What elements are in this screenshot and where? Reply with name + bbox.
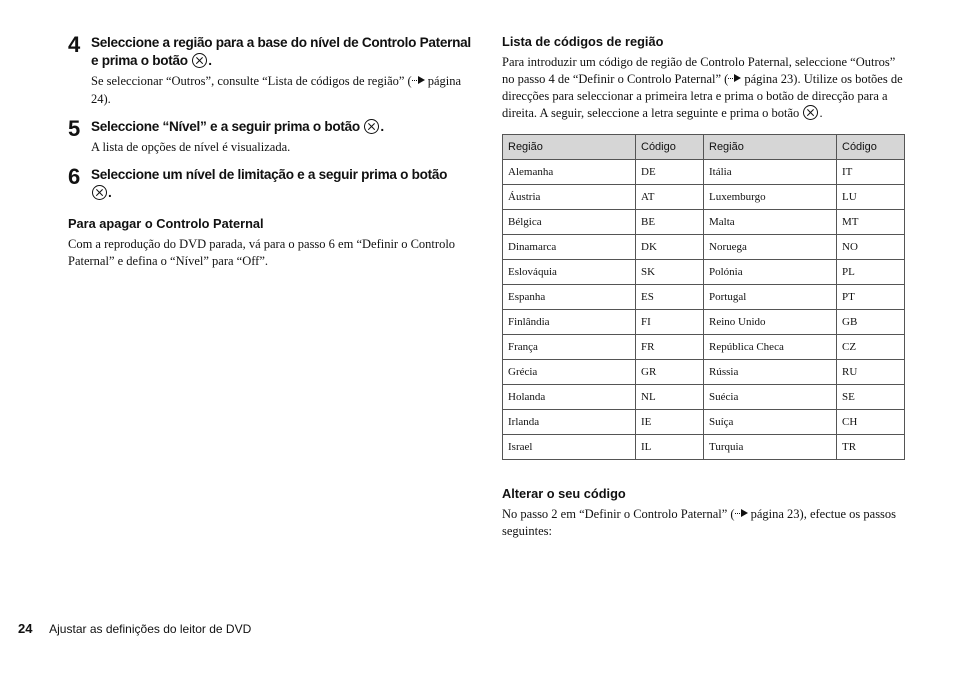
footer-section-title: Ajustar as definições do leitor de DVD <box>49 622 252 636</box>
table-row <box>503 185 905 210</box>
table-row <box>503 435 905 460</box>
table-cell: AT <box>636 185 704 210</box>
table-header-row <box>503 135 905 160</box>
region-code-table <box>502 134 905 460</box>
page-reference-arrow-icon <box>728 74 742 83</box>
column-header: Região <box>503 135 636 160</box>
step-title: Seleccione “Nível” e a seguir prima o botão . <box>91 119 384 134</box>
table-cell: RU <box>837 360 905 385</box>
step-title: Seleccione um nível de limitação e a seguir prima o botão . <box>91 167 448 200</box>
step-6 <box>68 166 473 202</box>
table-cell: Noruega <box>704 235 837 260</box>
section-text: Para introduzir um código de região de Controlo Paternal, seleccione “Outros” no passo 4 de “Definir o Controlo Paternal” ( página 23). Utilize os botões de direcções para seleccionar a primeira letra e prima o botão de direcção para a direita. A seguir, seleccione a letra seguinte e prima o botão . <box>502 55 903 120</box>
table-row <box>503 410 905 435</box>
table-cell: CZ <box>837 335 905 360</box>
table-cell: ES <box>636 285 704 310</box>
step-number: 5 <box>68 116 81 141</box>
table-cell: NO <box>837 235 905 260</box>
section-heading: Alterar o seu código <box>502 486 626 501</box>
table-cell: Áustria <box>503 185 636 210</box>
section-heading: Lista de códigos de região <box>502 34 664 49</box>
table-cell: Grécia <box>503 360 636 385</box>
table-cell: FR <box>636 335 704 360</box>
section-heading: Para apagar o Controlo Paternal <box>68 216 264 231</box>
table-cell: NL <box>636 385 704 410</box>
cross-button-icon <box>803 105 818 120</box>
table-cell: Dinamarca <box>503 235 636 260</box>
table-cell: Eslováquia <box>503 260 636 285</box>
table-cell: DK <box>636 235 704 260</box>
change-code-section <box>502 486 905 540</box>
table-cell: BE <box>636 210 704 235</box>
table-cell: PT <box>837 285 905 310</box>
table-cell: Reino Unido <box>704 310 837 335</box>
step-body: A lista de opções de nível é visualizada. <box>91 140 291 154</box>
table-cell: CH <box>837 410 905 435</box>
region-list-section <box>502 34 905 122</box>
table-cell: Portugal <box>704 285 837 310</box>
table-cell: Bélgica <box>503 210 636 235</box>
table-cell: IE <box>636 410 704 435</box>
table-cell: Polónia <box>704 260 837 285</box>
table-cell: MT <box>837 210 905 235</box>
table-row <box>503 385 905 410</box>
cross-button-icon <box>364 119 379 134</box>
table-cell: PL <box>837 260 905 285</box>
table-cell: Itália <box>704 160 837 185</box>
cross-button-icon <box>192 53 207 68</box>
table-cell: Turquia <box>704 435 837 460</box>
table-cell: Finlândia <box>503 310 636 335</box>
step-number: 6 <box>68 164 81 189</box>
table-cell: Irlanda <box>503 410 636 435</box>
table-cell: LU <box>837 185 905 210</box>
table-cell: Rússia <box>704 360 837 385</box>
table-cell: Luxemburgo <box>704 185 837 210</box>
table-cell: GR <box>636 360 704 385</box>
section-text: No passo 2 em “Definir o Controlo Paternal” ( página 23), efectue os passos seguintes: <box>502 507 897 538</box>
step-body: Se seleccionar “Outros”, consulte “Lista de códigos de região” ( página 24). <box>91 74 462 106</box>
table-row <box>503 160 905 185</box>
table-cell: TR <box>837 435 905 460</box>
step-5 <box>68 118 473 156</box>
table-row <box>503 360 905 385</box>
table-row <box>503 285 905 310</box>
left-column <box>68 34 473 270</box>
column-header: Região <box>704 135 837 160</box>
page-number: 24 <box>18 621 33 636</box>
cross-button-icon <box>92 185 107 200</box>
table-cell: IT <box>837 160 905 185</box>
erase-section <box>68 216 473 270</box>
table-cell: SK <box>636 260 704 285</box>
table-cell: Suíça <box>704 410 837 435</box>
column-header: Código <box>837 135 905 160</box>
page-reference-arrow-icon <box>412 76 426 85</box>
table-cell: DE <box>636 160 704 185</box>
step-title: Seleccione a região para a base do nível de Controlo Paternal e prima o botão . <box>91 35 471 68</box>
section-text: Com a reprodução do DVD parada, vá para o passo 6 em “Definir o Controlo Paternal” e defina o “Nível” para “Off”. <box>68 237 456 268</box>
table-cell: Malta <box>704 210 837 235</box>
table-cell: Holanda <box>503 385 636 410</box>
table-cell: Israel <box>503 435 636 460</box>
column-header: Código <box>636 135 704 160</box>
table-row <box>503 310 905 335</box>
table-row <box>503 260 905 285</box>
table-cell: Alemanha <box>503 160 636 185</box>
table-row <box>503 235 905 260</box>
page-footer <box>18 621 251 636</box>
table-cell: IL <box>636 435 704 460</box>
right-column <box>502 34 905 540</box>
table-cell: Suécia <box>704 385 837 410</box>
page-reference-arrow-icon <box>735 509 749 518</box>
table-body <box>503 160 905 460</box>
table-cell: FI <box>636 310 704 335</box>
table-row <box>503 335 905 360</box>
table-cell: França <box>503 335 636 360</box>
step-number: 4 <box>68 32 81 57</box>
table-cell: GB <box>837 310 905 335</box>
table-cell: República Checa <box>704 335 837 360</box>
table-cell: Espanha <box>503 285 636 310</box>
table-cell: SE <box>837 385 905 410</box>
step-4 <box>68 34 473 108</box>
table-row <box>503 210 905 235</box>
